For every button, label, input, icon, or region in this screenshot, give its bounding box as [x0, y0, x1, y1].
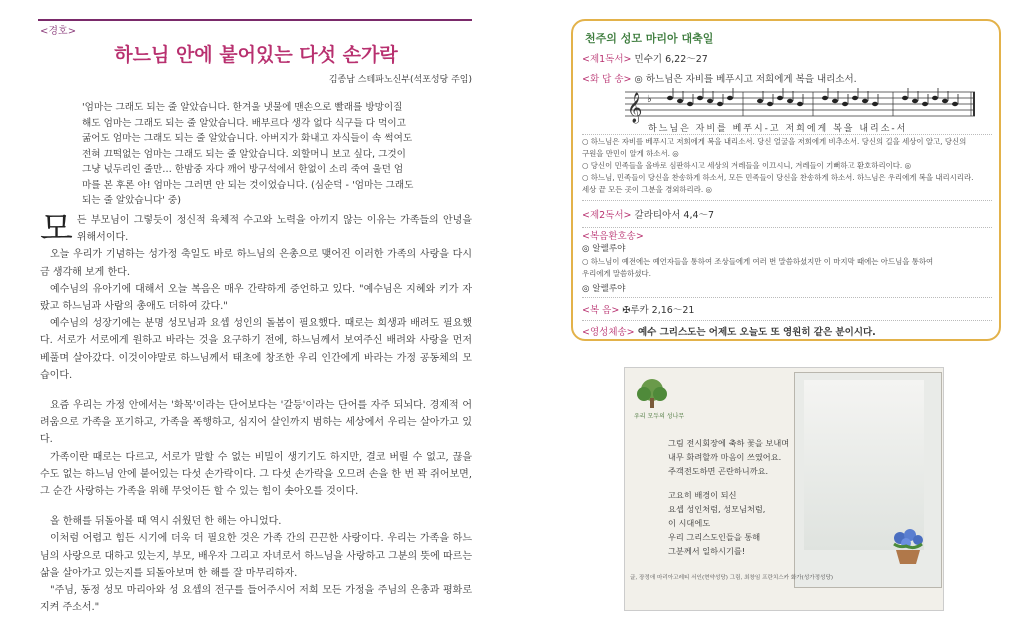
psalm-label: <화 답 송> — [582, 74, 632, 85]
poem-line: 우리 그리스도인들을 통해 — [668, 532, 761, 543]
music-note — [902, 96, 908, 100]
divider — [582, 320, 992, 321]
poem-line: 내무 화려할까 마음이 쓰였어요. — [668, 452, 782, 463]
acclamation-verse-line: 우리에게 말씀하셨다. — [582, 269, 651, 278]
tree-logo-icon — [632, 376, 685, 424]
music-note — [842, 102, 848, 106]
alleluia-first: ◎ 알렐루야 — [582, 244, 626, 254]
poem-line: 그분께서 일하시기를! — [668, 546, 746, 557]
svg-text:𝄞: 𝄞 — [627, 93, 643, 123]
reading1-row — [582, 51, 708, 65]
quote-line: 해도 엄마는 그래도 되는 줄 알았습니다. 배부르다 생각 없다 식구들 다 먹이고 — [82, 117, 406, 129]
music-note — [822, 96, 828, 100]
divider — [582, 200, 992, 201]
gospel-acclamation-row — [582, 228, 644, 242]
music-note — [677, 99, 683, 103]
music-note — [912, 99, 918, 103]
reading1-ref: 민수기 6,22～27 — [634, 54, 708, 65]
body-paragraph: 예수님의 유아기에 대해서 오늘 복음은 매우 간략하게 증언하고 있다. "예수님은 지혜와 키가 자랐고 하느님과 사람의 총애도 더하여 갔다." — [40, 283, 472, 313]
alleluia-second: ◎ 알렐루야 — [582, 284, 626, 294]
music-note — [922, 102, 928, 106]
section-tag: <경호> — [40, 26, 77, 37]
illustration-credit: 글, 장정애 마리아고레티 서인(현약성당) 그림, 최창임 프란치스카 화가(성가정성당) — [630, 575, 834, 581]
music-note — [852, 96, 858, 100]
music-note — [777, 96, 783, 100]
poem-line: 그림 전시회장에 축하 꽃을 보내며 — [668, 438, 790, 448]
divider — [582, 297, 992, 298]
body-paragraph: 올 한해를 뒤돌아볼 때 역시 쉬웠던 한 해는 아니었다. — [50, 516, 282, 528]
body-paragraph: 든 부모님이 그렇듯이 정신적 육체적 수고와 노력을 아끼지 않는 이유는 가족들의 안녕을 위해서이다. — [76, 215, 472, 244]
article-body — [40, 209, 472, 616]
body-paragraph: 오늘 우리가 기념하는 성가정 축일도 바로 하느님의 은총으로 맺어진 이러한 가족의 사랑을 다시금 생각해 보게 한다. — [40, 249, 472, 278]
psalm-verses — [582, 136, 982, 196]
svg-text:♭: ♭ — [647, 94, 652, 105]
quote-line: 굶어도 엄마는 그래도 되는 줄 알았습니다. 아버지가 화내고 자식들이 속 썩여도 — [82, 133, 413, 144]
music-staff — [625, 86, 975, 123]
quote-line: '엄마는 그래도 되는 줄 알았습니다. 한겨울 냇물에 맨손으로 빨래를 방망이질 — [82, 102, 403, 113]
music-note — [697, 96, 703, 100]
gospel-ref: ✠루카 2,16～21 — [622, 305, 695, 316]
top-rule — [38, 19, 472, 21]
quote-line: 그냥 넋두리인 줄만… 한밤중 자다 깨어 방구석에서 한없이 소리 죽여 울던 엄 — [82, 164, 404, 175]
music-note — [932, 96, 938, 100]
gospel-acclamation-label: <복음환호송> — [582, 231, 644, 242]
reading2-row — [582, 207, 714, 221]
reading1-label: <제1독서> — [582, 54, 632, 65]
psalm-verse-line: ○ 하느님은 자비를 베푸시고 저희에게 복을 내리소서. 당신 얼굴을 저희에게 비추소서. 당신의 길을 세상이 알고, 당신의 — [582, 137, 967, 146]
poem-line: 이 시대에도 — [668, 518, 711, 529]
music-note — [952, 102, 958, 106]
gospel-row — [582, 302, 694, 316]
music-note — [757, 99, 763, 103]
poem-line: 주객전도하면 곤란하니까요. — [668, 466, 769, 477]
acclamation-verse-line: ○ 하느님이 예전에는 예언자들을 통하여 조상들에게 여러 번 말씀하셨지만 이 마지막 때에는 아드님을 통하여 — [582, 257, 934, 266]
music-note — [872, 102, 878, 106]
acclamation-verses — [582, 256, 982, 280]
quote-line: 마를 본 후론 아! 엄마는 그러면 안 되는 것이었습니다. (심순덕 - '엄마는 그래도 — [82, 179, 414, 191]
music-note — [717, 102, 723, 106]
music-note — [687, 102, 693, 106]
epigraph-quote — [82, 100, 432, 209]
snow-scene — [804, 380, 924, 550]
music-note — [862, 99, 868, 103]
reading2-ref: 갈라티아서 4,4～7 — [634, 210, 715, 221]
body-paragraph: 예수님의 성장기에는 분명 성모님과 요셉 성인의 돌봄이 필요했다. 때로는 희생과 배려도 필요했다. 서로가 서로에게 원하고 바라는 것을 요구하기 전에, 하느님께서 보여주신 배려와 사랑을 먼저 베풀며 살아갔다. 이것이야말로 하느님께서 태초에 창조한 우리 인간에게 바라는 가정 공동체의 모습이다. — [40, 318, 472, 381]
poem-line: 요셉 성인처럼, 성모님처럼, — [668, 503, 766, 514]
reading2-label: <제2독서> — [582, 210, 632, 221]
body-paragraph: "주님, 동정 성모 마리아와 성 요셉의 전구를 들어주시어 저희 모든 가정을 주님의 은총과 평화로 지켜 주소서." — [40, 585, 472, 614]
music-note — [832, 99, 838, 103]
music-note — [767, 102, 773, 106]
psalm-verse-line: ○ 당신이 민족들을 올바로 심판하시고 세상의 겨레들을 이끄시니, 겨레들이 기뻐하고 환호하리이다. ◎ — [582, 161, 912, 170]
psalm-row — [582, 71, 857, 85]
psalm-lyrics: 하느님은 자비를 베푸시-고 저희에게 복을 내리소-서 — [648, 124, 908, 134]
music-note — [942, 99, 948, 103]
article-author: 김종남 스테파노신부(석포성당 주임) — [328, 75, 472, 85]
music-note — [727, 96, 733, 100]
body-paragraph: 가족이란 때로는 다르고, 서로가 말할 수 없는 비밀이 생기기도 하지만, 결코 버릴 수 없고, 끊을 수도 없는 하느님 안에 붙어있는 다섯 손가락이다. 그 다섯 손가락을 오므려 손을 한 번 꽉 쥐어보면, 그 순간 사랑하는 가족을 위해 무엇이든 할 수 있는 힘이 솟아오를 것이다. — [40, 451, 472, 498]
communion-label: <영성체송> — [582, 327, 635, 338]
gospel-label: <복 음> — [582, 305, 620, 316]
music-note — [787, 99, 793, 103]
music-note — [707, 99, 713, 103]
psalm-verse-line: ○ 하느님, 민족들이 당신을 찬송하게 하소서, 모든 민족들이 당신을 찬송하게 하소서. 하느님은 우리에게 복을 내리시리라. — [582, 173, 974, 182]
poem — [668, 436, 798, 559]
music-note — [667, 96, 673, 100]
flower-pot-icon — [886, 526, 930, 566]
article-title: 하느님 안에 붙어있는 다섯 손가락 — [114, 44, 398, 66]
psalm-verse-line: 구원을 만민이 알게 하소서. ◎ — [582, 149, 679, 158]
quote-line: 전혀 끄떡없는 엄마는 그래도 되는 줄 알았습니다. 외할머니 보고 싶다, 그것이 — [82, 148, 406, 160]
divider — [582, 134, 992, 135]
body-paragraph: 이처럼 어렵고 힘든 시기에 더욱 더 필요한 것은 가족 간의 끈끈한 사랑이다. 우리는 가족을 하느님의 사랑으로 대하고 있는지, 부모, 배우자 그리고 자녀로서 하느님을 사랑하고 그분의 뜻에 따르는 삶을 살아가고 있는지를 되돌아보며 한 해를 잘 마무리하자. — [40, 533, 472, 579]
psalm-verse-line: 세상 끝 모든 곳이 그분을 경외하리라. ◎ — [582, 185, 712, 194]
logo-text: 우리 모두의 성나무 — [634, 413, 685, 420]
communion-antiphon: 예수 그리스도는 어제도 오늘도 또 영원히 같은 분이시다. — [637, 327, 876, 338]
music-note — [797, 102, 803, 106]
communion-row — [582, 324, 876, 338]
drop-cap: 모 — [40, 209, 73, 249]
quote-line: 되는 줄 알았습니다' 중) — [82, 195, 181, 206]
body-paragraph: 요즘 우리는 가정 안에서는 '화목'이라는 단어보다는 '갈등'이라는 단어를 자주 되뇌다. 경제적 어려움으로 가족을 포기하고, 가족을 폭행하고, 심지어 살인까지 범하는 세상에서 우리는 살아가고 있다. — [40, 400, 472, 446]
feast-title: 천주의 성모 마리아 대축일 — [585, 32, 714, 45]
poem-line: 고요히 배경이 되신 — [668, 489, 737, 500]
psalm-response: ◎ 하느님은 자비를 베푸시고 저희에게 복을 내리소서. — [634, 74, 857, 85]
